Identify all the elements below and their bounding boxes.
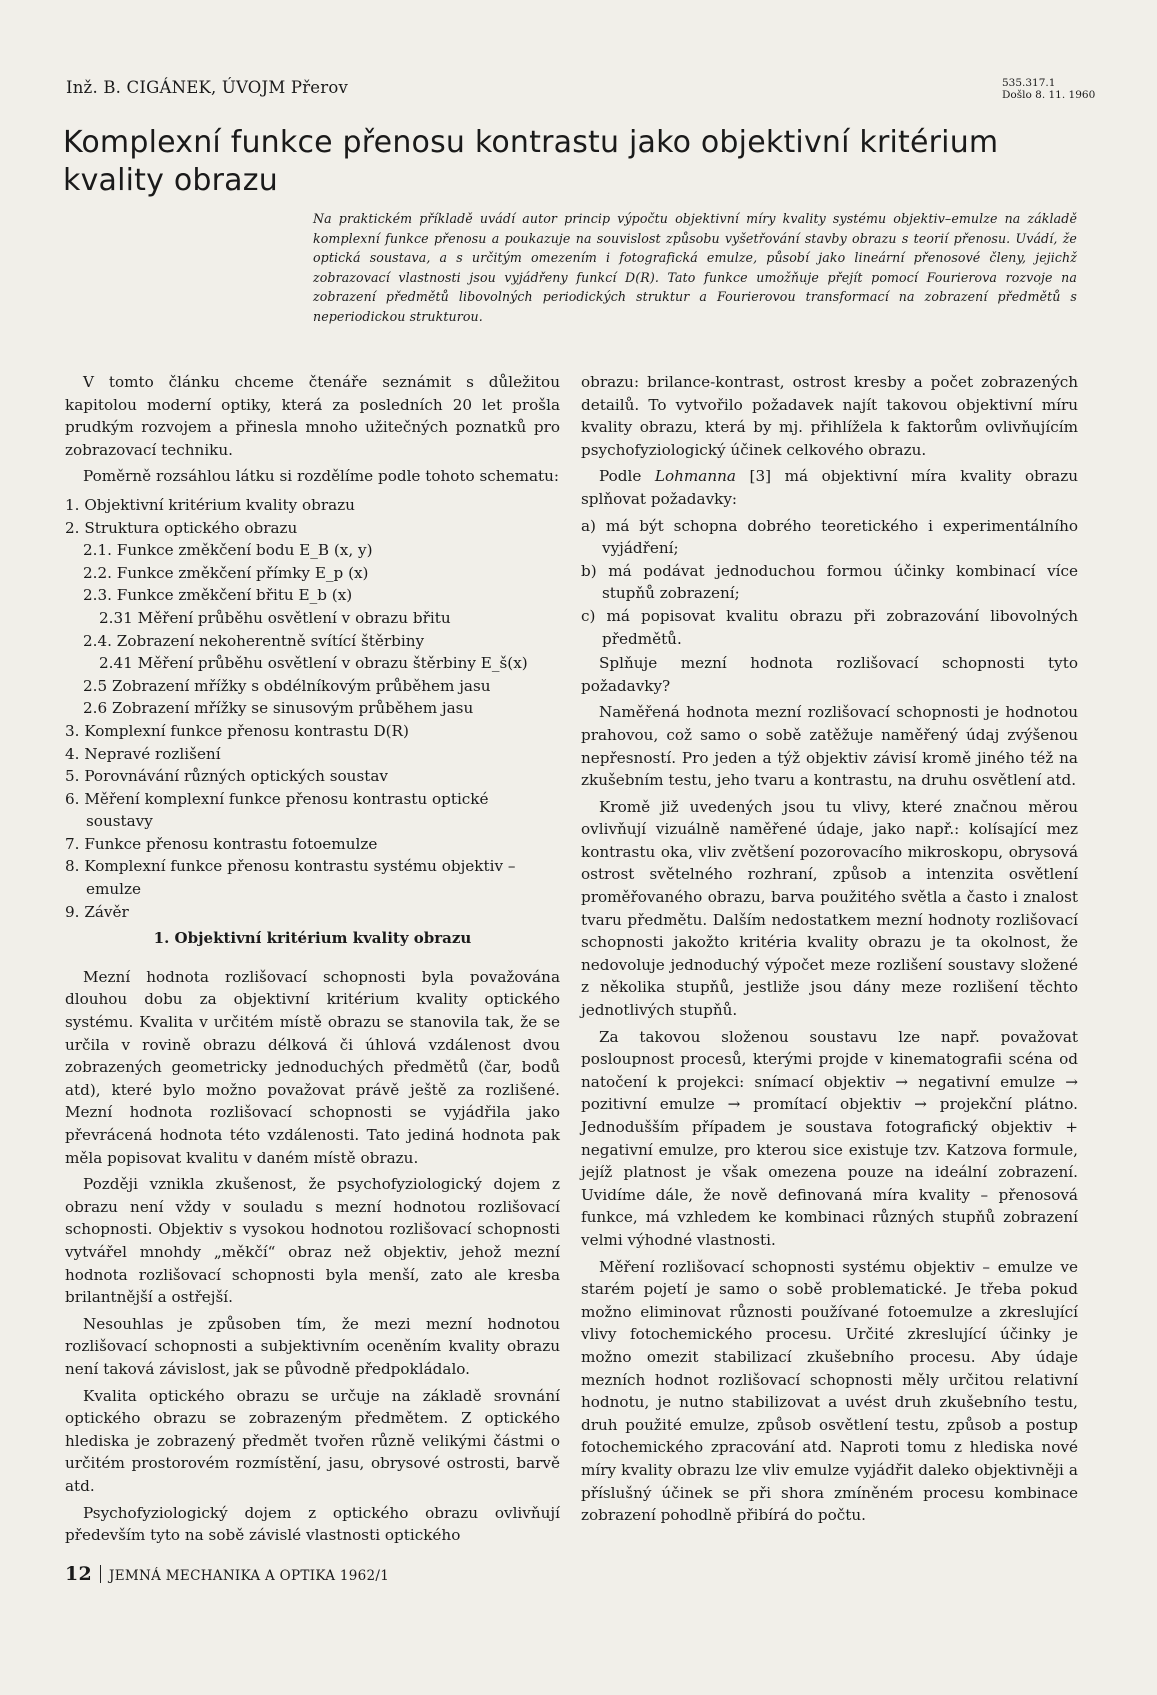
toc-item: 6. Měření komplexní funkce přenosu kontrastu optické soustavy (65, 789, 489, 831)
toc-item: 2.6 Zobrazení mřížky se sinusovým průběhem jasu (83, 699, 474, 718)
section-heading: 1. Objektivní kritérium kvality obrazu (153, 929, 472, 948)
toc-item: 7. Funkce přenosu kontrastu fotoemulze (65, 834, 378, 853)
body-paragraph: Měření rozlišovací schopnosti systému objektiv – emulze ve starém pojetí je samo o sobě problematické. Je třeba pokud možno eliminovat různosti používané fotoemulze a zkreslující vlivy fotochemického procesu. Určité zkreslující účinky je možno omezit stabilizací zkušebního procesu. Aby údaje mezních hodnot rozlišovací schopnosti měly určitou relativní hodnotu, je nutno stabilizovat a uvést druh zkušebního testu, druh použité emulze, způsob osvětlení testu, způsob a postup fotochemického zpracování atd. Naproti tomu z hlediska nové míry kvality obrazu lze vliv emulze vyjádřit daleko objektivněji a příslušný účinek se při shora zmíněném procesu kombinace zobrazení pohodlně přibírá do počtu. (581, 1257, 1078, 1525)
body-paragraph: Splňuje mezní hodnota rozlišovací schopnosti tyto požadavky? (581, 654, 1078, 695)
toc-item: 2.4. Zobrazení nekoherentně svítící štěrbiny (83, 631, 425, 650)
cited-author: Lohmanna (654, 467, 736, 486)
toc-item: 2. Struktura optického obrazu (65, 518, 298, 537)
requirement-item: a) má být schopna dobrého teoretického i experimentálního vyjádření; (581, 516, 1078, 558)
body-paragraph: Nesouhlas je způsoben tím, že mezi mezní hodnotou rozlišovací schopnosti a subjektivním oceněním kvality obrazu není taková závislost, jak se původně předpokládalo. (65, 1314, 560, 1378)
toc-item: 2.41 Měření průběhu osvětlení v obrazu štěrbiny E_š(x) (99, 654, 528, 673)
article-meta (1002, 77, 1095, 101)
body-paragraph: Kvalita optického obrazu se určuje na základě srovnání optického obrazu se zobrazeným předmětem. Z optického hlediska je zobrazený předmět tvořen různě velikými částmi o určitém prostorovém rozmístění, jasu, obrysové ostrosti, barvě atd. (65, 1386, 560, 1495)
toc-item: 2.31 Měření průběhu osvětlení v obrazu břitu (99, 608, 451, 627)
page-footer (65, 1563, 389, 1585)
text-run: [3] má objektivní míra kvality obrazu splňovat požadavky: (581, 467, 1078, 508)
body-paragraph: Mezní hodnota rozlišovací schopnosti byla považována dlouhou dobu za objektivní kritérium kvality optického systému. Kvalita v určitém místě obrazu se stanovila tak, že se určila v rovině obrazu délková či úhlová vzdálenost dvou zobrazených geometricky jednoduchých předmětů (čar, bodů atd), které bylo možno považovat právě ještě za rozlišené. Mezní hodnota rozlišovací schopnosti se vyjádřila jako převrácená hodnota této vzdálenosti. Tato jediná hodnota pak měla popisovat kvalitu v daném místě obrazu. (65, 967, 560, 1167)
text-run: Podle (599, 467, 655, 486)
requirement-item: c) má popisovat kvalitu obrazu při zobrazování libovolných předmětů. (581, 606, 1078, 648)
body-paragraph (581, 465, 1078, 510)
requirements-list (581, 515, 1078, 651)
toc-item: 5. Porovnávání různých optických soustav (65, 767, 388, 786)
page-number: 12 (65, 1563, 93, 1585)
classification-code: 535.317.1 (1002, 77, 1056, 89)
intro-paragraph: V tomto článku chceme čtenáře seznámit s důležitou kapitolou moderní optiky, která za posledních 20 let prošla prudkým rozvojem a přinesla mnoho užitečných poznatků pro zobrazovací techniku. (65, 373, 560, 459)
right-column (581, 371, 1078, 1531)
toc-item: 3. Komplexní funkce přenosu kontrastu D(R) (65, 721, 409, 740)
toc-item: 9. Závěr (65, 902, 129, 921)
body-paragraph: Psychofyziologický dojem z optického obrazu ovlivňují především tyto na sobě závislé vlastnosti optického (65, 1503, 560, 1545)
author-line: Inž. B. CIGÁNEK, ÚVOJM Přerov (66, 78, 348, 97)
toc-item: 8. Komplexní funkce přenosu kontrastu systému objektiv – emulze (65, 857, 516, 899)
body-paragraph: Za takovou složenou soustavu lze např. považovat posloupnost procesů, kterými projde v kinematografii scéna od natočení k projekci: snímací objektiv → negativní emulze → pozitivní emulze → promítací objektiv → projekční plátno. Jednodušším případem je soustava fotografický objektiv + negativní emulze, pro kterou sice existuje tzv. Katzova formule, jejíž platnost je však omezena pouze na ideální zobrazení. Uvidíme dále, že nově definovaná míra kvality – přenosová funkce, má vzhledem ke kombinaci různých stupňů zobrazení velmi výhodné vlastnosti. (581, 1027, 1078, 1249)
body-paragraph: obrazu: brilance-kontrast, ostrost kresby a počet zobrazených detailů. To vytvořilo požadavek najít takovou objektivní míru kvality obrazu, která by mj. přihlížela k faktorům ovlivňujícím psychofyziologický účinek celkového obrazu. (581, 373, 1078, 459)
toc-item: 2.2. Funkce změkčení přímky E_p (x) (83, 563, 369, 582)
article-title: Komplexní funkce přenosu kontrastu jako objektivní kritérium kvality obrazu (63, 125, 999, 198)
body-paragraph: Později vznikla zkušenost, že psychofyziologický dojem z obrazu není vždy v souladu s mezní hodnotou rozlišovací schopnosti. Objektiv s vysokou hodnotou rozlišovací schopnosti vytvářel mnohdy „měkčí“ obraz než objektiv, jehož mezní hodnota rozlišovací schopnosti byla menší, zato ale kresba brilantnější a ostřejší. (65, 1175, 560, 1307)
journal-name: JEMNÁ MECHANIKA A OPTIKA 1962/1 (109, 1568, 390, 1584)
received-date: Došlo 8. 11. 1960 (1002, 89, 1096, 101)
body-paragraph: Naměřená hodnota mezní rozlišovací schopnosti je hodnotou prahovou, což samo o sobě zatěžuje naměřený údaj zvýšenou nepřesností. Pro jeden a týž objektiv závisí kromě jiného též na zkušebním testu, jeho tvaru a kontrastu, na druhu osvětlení atd. (581, 703, 1078, 790)
table-of-contents (65, 494, 560, 923)
body-paragraph: Kromě již uvedených jsou tu vlivy, které značnou měrou ovlivňují vizuálně naměřené údaje, jako např.: kolísající mez kontrastu oka, vliv zvětšení pozorovacího mikroskopu, obrysová ostrost světelného rozhraní, způsob a intenzita osvětlení proměřovaného obrazu, barva použitého světla a často i znalost tvaru předmětu. Dalším nedostatkem mezní hodnoty rozlišovací schopnosti jakožto kritéria kvality obrazu je ta okolnost, že nedovoluje jednoduchý výpočet meze rozlišení soustavy složené z několika stupňů, jestliže jsou dány meze rozlišení těchto jednotlivých stupňů. (581, 797, 1078, 1020)
toc-item: 2.5 Zobrazení mřížky s obdélníkovým průběhem jasu (83, 676, 491, 695)
intro-paragraph: Poměrně rozsáhlou látku si rozdělíme podle tohoto schematu: (83, 467, 560, 486)
toc-item: 2.3. Funkce změkčení břitu E_b (x) (83, 586, 353, 605)
footer-divider (100, 1565, 101, 1583)
requirement-item: b) má podávat jednoduchou formou účinky kombinací více stupňů zobrazení; (581, 561, 1078, 603)
toc-item: 2.1. Funkce změkčení bodu E_B (x, y) (83, 541, 373, 560)
abstract: Na praktickém příkladě uvádí autor princip výpočtu objektivní míry kvality systému objektiv–emulze na základě komplexní funkce přenosu a poukazuje na souvislost způsobu vyšetřování stavby obrazu s teorií přenosu. Uvádí, že optická soustava, a s určitým omezením i fotografická emulze, působí jako lineární přenosové členy, jejichž zobrazovací vlastnosti jsou vyjádřeny funkcí D(R). Tato funkce umožňuje přejít pomocí Fourierova rozvoje na zobrazení předmětů libovolných periodických struktur a Fourierovou transformací na zobrazení předmětů s neperiodickou strukturou. (313, 211, 1077, 324)
toc-item: 1. Objektivní kritérium kvality obrazu (65, 495, 355, 514)
toc-item: 4. Nepravé rozlišení (65, 744, 221, 763)
left-column (65, 371, 560, 1551)
